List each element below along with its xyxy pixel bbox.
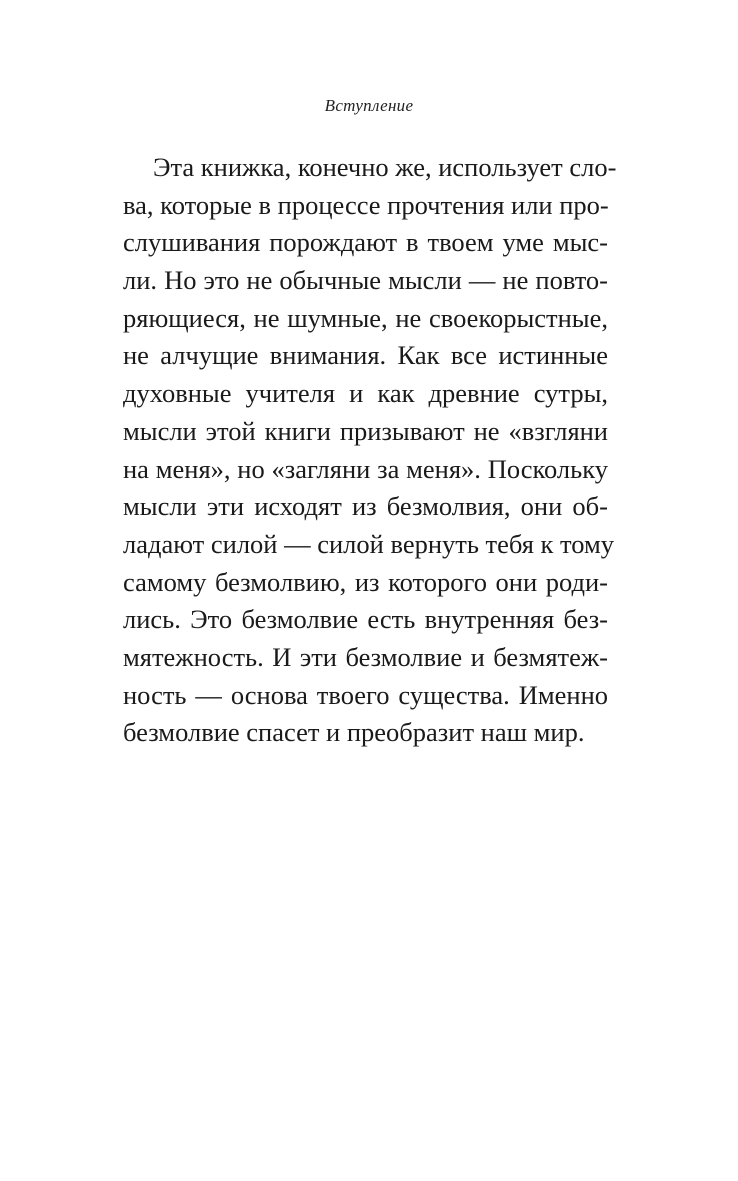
paragraph-line: ли. Но это не обычные мысли — не повто- (123, 265, 608, 296)
paragraph-line: самому безмолвию, из которого они роди- (123, 566, 608, 597)
paragraph-line: не алчущие внимания. Как все истинные (123, 340, 608, 371)
paragraph-line: ряющиеся, не шумные, не своекорыстные, (123, 302, 608, 333)
paragraph-line: ладают силой — силой вернуть тебя к тому (123, 528, 615, 559)
paragraph-line: ность — основа твоего существа. Именно (123, 679, 608, 710)
paragraph-line: слушивания порождают в твоем уме мыс- (123, 227, 608, 258)
paragraph-line: безмолвие спасет и преобразит наш мир. (123, 717, 585, 748)
body-paragraph (123, 149, 617, 752)
running-head: Вступление (324, 96, 414, 115)
paragraph-line: лись. Это безмолвие есть внутренняя без- (123, 604, 608, 635)
paragraph-line: мысли этой книги призывают не «взгляни (123, 415, 608, 446)
paragraph-line: ва, которые в процессе прочтения или про- (123, 189, 609, 220)
paragraph-line: мысли эти исходят из безмолвия, они об- (123, 491, 608, 522)
paragraph-line: мятежность. И эти безмолвие и безмятеж- (123, 641, 608, 672)
paragraph-line: духовные учителя и как древние сутры, (123, 378, 608, 409)
paragraph-line: на меня», но «загляни за меня». Поскольку (123, 453, 608, 484)
paragraph-line: Эта книжка, конечно же, использует сло- (153, 152, 617, 182)
